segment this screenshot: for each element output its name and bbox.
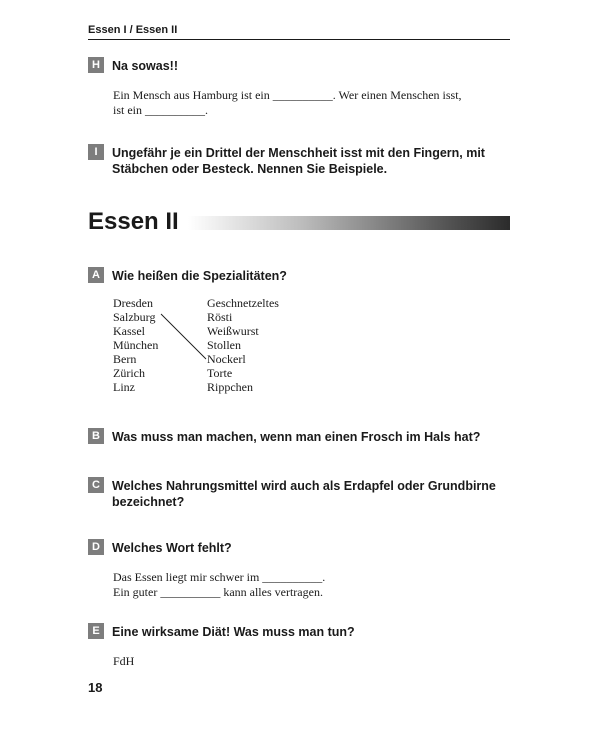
matching-exercise bbox=[113, 296, 333, 406]
section-letter-badge: E bbox=[88, 623, 104, 639]
city-item: Kassel bbox=[113, 324, 145, 338]
food-item: Nockerl bbox=[207, 352, 246, 366]
text-line: ist ein __________. bbox=[113, 103, 208, 117]
exercise-text bbox=[113, 570, 518, 600]
section-b bbox=[88, 429, 518, 445]
city-item: Salzburg bbox=[113, 310, 156, 324]
question-text: Welches Nahrungsmittel wird auch als Erdapfel oder Grundbirne bezeichnet? bbox=[112, 479, 496, 509]
food-item: Stollen bbox=[207, 338, 242, 352]
text-line: Ein guter __________ kann alles vertragen. bbox=[113, 585, 323, 599]
city-item: Bern bbox=[113, 352, 137, 366]
food-item: Weißwurst bbox=[207, 324, 259, 338]
section-letter-badge: B bbox=[88, 428, 104, 444]
section-letter-badge: D bbox=[88, 539, 104, 555]
section-letter-badge: A bbox=[88, 267, 104, 283]
section-e bbox=[88, 624, 518, 669]
section-i bbox=[88, 145, 488, 177]
chapter-title-row bbox=[88, 208, 510, 236]
food-item: Rösti bbox=[207, 310, 233, 324]
example-match-line bbox=[113, 296, 333, 406]
question-text: Welches Wort fehlt? bbox=[112, 541, 232, 555]
food-item: Torte bbox=[207, 366, 233, 380]
city-item: Linz bbox=[113, 380, 135, 394]
question-text: Na sowas!! bbox=[112, 59, 178, 73]
question-text: Wie heißen die Spezialitäten? bbox=[112, 269, 287, 283]
page-number: 18 bbox=[88, 680, 103, 695]
question-text: Ungefähr je ein Drittel der Menschheit isst mit den Fingern, mit Stäbchen oder Besteck. Nennen Sie Beispiele. bbox=[112, 146, 485, 176]
exercise-text bbox=[113, 88, 518, 118]
question-text: Eine wirksame Diät! Was muss man tun? bbox=[112, 625, 355, 639]
food-item: Geschnetzeltes bbox=[207, 296, 279, 310]
city-item: Dresden bbox=[113, 296, 153, 310]
question-text: Was muss man machen, wenn man einen Frosch im Hals hat? bbox=[112, 430, 481, 444]
running-head: Essen I / Essen II bbox=[88, 24, 510, 40]
city-item: München bbox=[113, 338, 159, 352]
section-c bbox=[88, 478, 508, 510]
section-a bbox=[88, 268, 518, 408]
section-letter-badge: C bbox=[88, 477, 104, 493]
section-letter-badge: I bbox=[88, 144, 104, 160]
text-line: Das Essen liegt mir schwer im __________. bbox=[113, 570, 326, 584]
city-item: Zürich bbox=[113, 366, 145, 380]
section-h bbox=[88, 58, 518, 118]
section-d bbox=[88, 540, 518, 600]
hint-text: FdH bbox=[113, 654, 135, 668]
food-item: Rippchen bbox=[207, 380, 253, 394]
title-gradient-bar bbox=[188, 216, 510, 230]
chapter-title: Essen II bbox=[88, 208, 179, 235]
section-letter-badge: H bbox=[88, 57, 104, 73]
text-line: Ein Mensch aus Hamburg ist ein __________. Wer einen Menschen isst, bbox=[113, 88, 462, 102]
